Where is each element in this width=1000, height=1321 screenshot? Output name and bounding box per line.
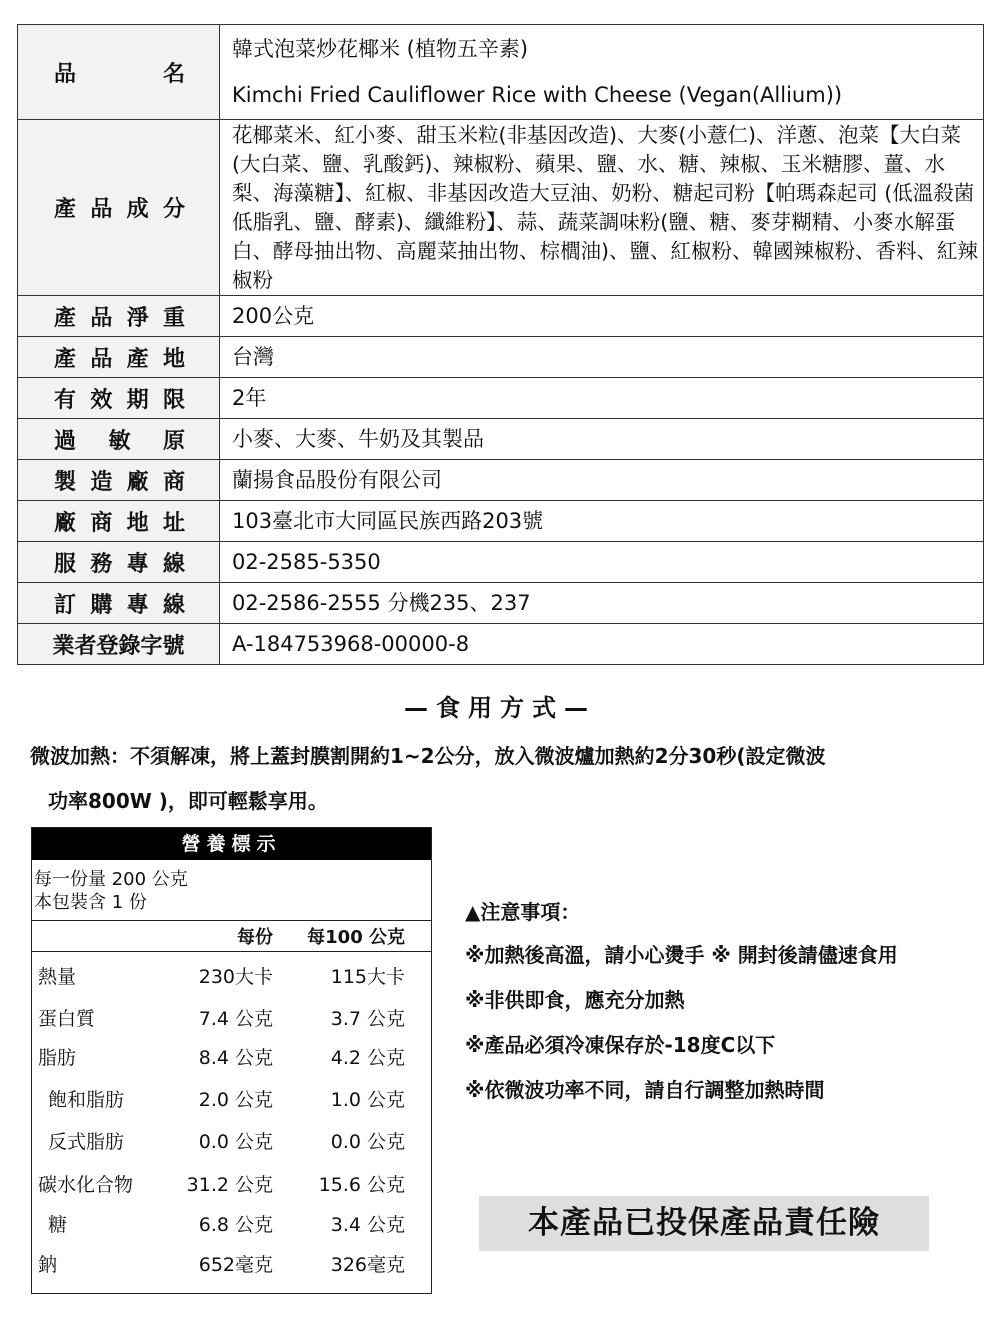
info-row-label <box>18 583 220 624</box>
label-char: 分 <box>162 197 185 222</box>
label-char: 品 <box>90 346 113 372</box>
info-row <box>18 460 984 501</box>
label-ingredients <box>18 120 220 296</box>
nutrient-name: 碳水化合物 <box>38 1174 134 1196</box>
label-char: 成 <box>126 197 149 222</box>
nutrient-per-100g: 3.7 公克 <box>330 1008 405 1030</box>
info-row-value: 2年 <box>220 378 984 419</box>
label-char: 重 <box>162 305 185 331</box>
label-char: 地 <box>126 510 149 536</box>
label-char: 製 <box>54 469 77 495</box>
note-item: ※非供即食，應充分加熱 <box>465 988 685 1012</box>
info-row-label <box>18 378 220 419</box>
info-row <box>18 419 984 460</box>
nutrient-name: 糖 <box>48 1214 68 1236</box>
label-char: 淨 <box>126 305 149 331</box>
nutrient-per-100g: 3.4 公克 <box>330 1214 405 1236</box>
info-row <box>18 337 984 378</box>
label-char: 廠 <box>126 469 149 495</box>
info-row-label <box>18 419 220 460</box>
label-char: 專 <box>126 551 149 577</box>
label-char: 廠 <box>54 510 77 536</box>
label-char: 效 <box>90 387 113 413</box>
label-char: 敏 <box>108 428 131 454</box>
label-char: 地 <box>162 346 185 372</box>
label-char: 購 <box>90 592 113 618</box>
info-row <box>18 501 984 542</box>
nutrition-title: 營養標示 <box>32 828 431 860</box>
nutrient-per-100g: 1.0 公克 <box>330 1089 405 1111</box>
usage-title: —食用方式— <box>404 694 596 722</box>
nutrient-per-100g: 0.0 公克 <box>330 1131 405 1153</box>
info-row-value: 蘭揚食品股份有限公司 <box>220 460 984 501</box>
nutrient-name: 反式脂肪 <box>48 1131 125 1153</box>
info-row-value: 小麥、大麥、牛奶及其製品 <box>220 419 984 460</box>
info-row-label <box>18 542 220 583</box>
ingredients-text: 花椰菜米、紅小麥、甜玉米粒(非基因改造)、大麥(小薏仁)、洋蔥、泡菜【大白菜(大白菜、鹽、乳酸鈣)、辣椒粉、蘋果、鹽、水、糖、辣椒、玉米糖膠、薑、水梨、海藻糖】、紅椒、非基因改造大豆油、奶粉、糖起司粉【帕瑪森起司 (低溫殺菌低脂乳、鹽、酵素)、纖維粉】、蒜、蔬菜調味粉(鹽、糖、麥芽糊精、小麥水解蛋白、酵母抽出物、高麗菜抽出物、棕櫚油)、鹽、紅椒粉、韓國辣椒粉、香料、紅辣椒粉 <box>232 122 978 292</box>
col-per-serving: 每份 <box>237 927 273 948</box>
row-ingredients <box>18 120 984 296</box>
nutrient-name: 鈉 <box>38 1254 58 1276</box>
product-name-zh: 韓式泡菜炒花椰米 (植物五辛素) <box>232 37 529 61</box>
nutrient-per-serving: 0.0 公克 <box>198 1131 273 1153</box>
label-char: 限 <box>162 387 185 413</box>
label-char: 產 <box>54 346 77 372</box>
nutrient-per-serving: 8.4 公克 <box>198 1047 273 1069</box>
info-row-value: 台灣 <box>220 337 984 378</box>
nutrition-facts <box>31 827 432 1294</box>
info-row-value: 103臺北市大同區民族西路203號 <box>220 501 984 542</box>
label-char: 線 <box>162 551 185 577</box>
label-product-name <box>18 25 220 120</box>
label-char: 產 <box>126 346 149 372</box>
usage-instructions <box>30 734 975 824</box>
nutrient-per-serving: 2.0 公克 <box>198 1089 273 1111</box>
label-char: 過 <box>54 428 77 454</box>
nutrient-name: 蛋白質 <box>38 1008 96 1030</box>
usage-line-1: 微波加熱：不須解凍，將上蓋封膜割開約1~2公分，放入微波爐加熱約2分30秒(設定微波 <box>30 744 826 768</box>
label-char: 期 <box>126 387 149 413</box>
nutrient-per-serving: 6.8 公克 <box>198 1214 273 1236</box>
label-char: 品 <box>90 197 113 222</box>
info-row <box>18 624 984 665</box>
info-row-value: 02-2585-5350 <box>220 542 984 583</box>
label-char: 產 <box>54 305 77 331</box>
col-per-100g: 每100 公克 <box>307 927 405 948</box>
info-row <box>18 296 984 337</box>
label-char: 產 <box>54 197 77 222</box>
nutrient-per-serving: 31.2 公克 <box>186 1174 273 1196</box>
notes-title: ▲注意事項： <box>465 900 581 924</box>
nutrient-per-100g: 4.2 公克 <box>330 1047 405 1069</box>
label-char: 品 <box>54 61 77 87</box>
insurance-banner: 本產品已投保產品責任險 <box>479 1196 929 1251</box>
nutrient-name: 脂肪 <box>38 1047 77 1069</box>
info-row <box>18 542 984 583</box>
label-char: 址 <box>162 510 185 536</box>
info-row <box>18 583 984 624</box>
label-char: 專 <box>126 592 149 618</box>
usage-line-2: 功率800W )，即可輕鬆享用。 <box>48 789 328 813</box>
label-char: 業者登錄字號 <box>52 633 185 659</box>
label-char: 造 <box>90 469 113 495</box>
note-item: ※依微波功率不同，請自行調整加熱時間 <box>465 1078 825 1102</box>
row-product-name <box>18 25 984 120</box>
nutrient-per-serving: 230大卡 <box>198 966 273 988</box>
label-char: 名 <box>162 61 185 87</box>
label-char: 有 <box>54 387 77 413</box>
nutrition-column-header <box>32 921 431 952</box>
note-item: ※產品必須冷凍保存於-18度C以下 <box>465 1033 776 1057</box>
note-item: ※加熱後高溫，請小心燙手 ※ 開封後請儘速食用 <box>465 943 898 967</box>
label-char: 商 <box>90 510 113 536</box>
nutrient-per-100g: 15.6 公克 <box>318 1174 405 1196</box>
label-char: 品 <box>90 305 113 331</box>
nutrient-per-100g: 115大卡 <box>330 966 405 988</box>
info-row-label <box>18 337 220 378</box>
nutrient-name: 飽和脂肪 <box>48 1089 125 1111</box>
label-char: 務 <box>90 551 113 577</box>
info-row-label <box>18 624 220 665</box>
info-row-value: A-184753968-00000-8 <box>220 624 984 665</box>
info-row <box>18 378 984 419</box>
label-char: 服 <box>54 551 77 577</box>
servings-per-package: 本包裝含 1 份 <box>34 892 147 913</box>
nutrient-name: 熱量 <box>38 966 77 988</box>
info-row-value: 02-2586-2555 分機235、237 <box>220 583 984 624</box>
serving-size: 每一份量 200 公克 <box>34 869 188 890</box>
product-name-en: Kimchi Fried Cauliflower Rice with Cheese (Vegan(Allium)) <box>232 83 843 107</box>
product-info-table <box>17 24 984 665</box>
nutrient-per-100g: 326毫克 <box>330 1254 405 1276</box>
serving-info <box>32 860 431 921</box>
info-row-value: 200公克 <box>220 296 984 337</box>
info-row-label <box>18 460 220 501</box>
label-char: 原 <box>162 428 185 454</box>
nutrient-per-serving: 652毫克 <box>198 1254 273 1276</box>
nutrient-per-serving: 7.4 公克 <box>198 1008 273 1030</box>
label-char: 線 <box>162 592 185 618</box>
info-row-label <box>18 501 220 542</box>
notes <box>465 890 985 1102</box>
info-row-label <box>18 296 220 337</box>
label-char: 商 <box>162 469 185 495</box>
label-char: 訂 <box>54 592 77 618</box>
